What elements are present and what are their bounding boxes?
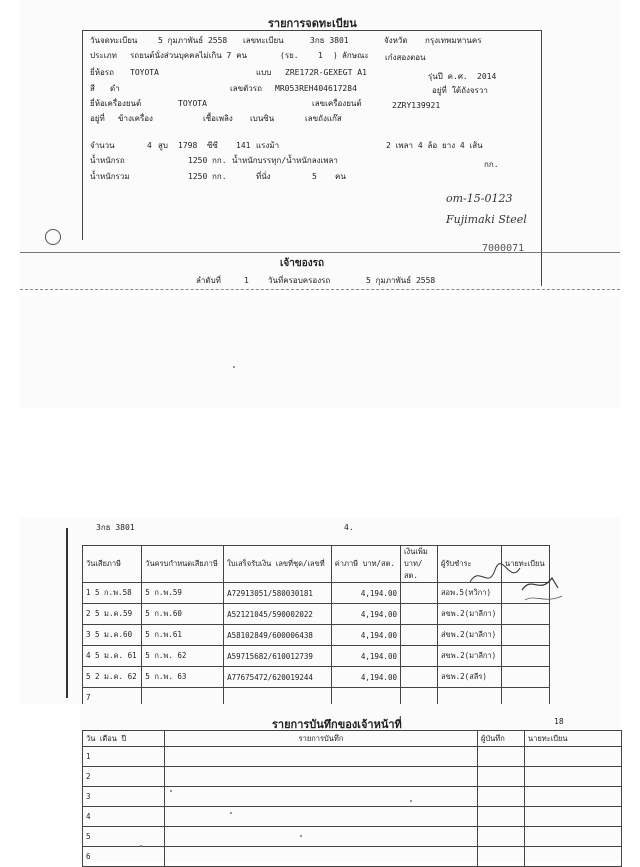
collector: ลขพ.2(สลีร)	[437, 667, 501, 688]
due-date: 5 ก.พ. 62	[142, 646, 224, 667]
records-header-registrar: นายทะเบียน	[525, 731, 622, 747]
tax-header-paid: วันเสียภาษี	[83, 546, 142, 583]
color: ดำ	[110, 84, 120, 93]
row-number: 2	[83, 767, 165, 787]
records-title: รายการบันทึกของเจ้าหน้าที่	[272, 718, 402, 731]
cut-off-number: 7000071	[482, 243, 525, 254]
receipt-number: A59715682/610012739	[224, 646, 332, 667]
scan-speck	[170, 790, 172, 792]
records-header-row	[83, 731, 622, 747]
engine-loc-label: อยู่ที่	[90, 114, 105, 123]
row-number: 3	[83, 787, 165, 807]
hole-punch	[45, 229, 61, 245]
due-date: 5 ก.พ.60	[142, 604, 224, 625]
extra-amount	[400, 625, 437, 646]
weight-label: น้ำหนักรถ	[90, 156, 125, 165]
rs-close: )	[333, 51, 338, 60]
extra-amount	[400, 604, 437, 625]
paid-date: 5 ม.ค.60	[95, 630, 133, 639]
scan-speck	[410, 800, 412, 802]
table-row	[83, 625, 550, 646]
plate-label: เลขทะเบียน	[243, 36, 284, 45]
extra-amount	[400, 646, 437, 667]
tax-margin-line	[66, 528, 68, 698]
chassis-label: เลขตัวรถ	[230, 84, 262, 93]
cylinders-label: จำนวน	[90, 141, 115, 150]
row-number: 1	[86, 588, 91, 597]
registrar-signature	[502, 646, 550, 667]
vehicle-type: รถยนต์นั่งส่วนบุคคลไม่เกิน 7 คน	[130, 51, 248, 60]
table-row	[83, 667, 550, 688]
body-style: เก๋งสองตอน	[385, 53, 426, 62]
row-number: 6	[83, 847, 165, 867]
rs-label: (รย.	[280, 51, 299, 60]
receipt-number: A77675472/620019244	[224, 667, 332, 688]
registrar-signature	[502, 625, 550, 646]
fuel-label: เชื้อเพลิง	[203, 114, 233, 123]
tax-amount: 4,194.00	[331, 646, 400, 667]
engine-brand-label: ยี่ห้อเครื่องยนต์	[90, 99, 142, 108]
cylinders-unit: สูบ	[158, 141, 168, 150]
table-row	[83, 807, 622, 827]
seats: 5	[312, 172, 317, 181]
tax-amount: 4,194.00	[331, 625, 400, 646]
collector: สขพ.2(มาลีกา)	[437, 646, 501, 667]
province-label: จังหวัด	[384, 36, 408, 45]
tax-page-number: 4.	[344, 523, 354, 532]
due-date: 5 ก.พ.61	[142, 625, 224, 646]
axle-tire-info: 2 เพลา 4 ล้อ ยาง 4 เส้น	[386, 141, 483, 150]
model-label: แบบ	[256, 68, 272, 77]
handwritten-name: Fujimaki Steel	[446, 213, 527, 226]
body-label: ลักษณะ	[342, 51, 369, 60]
records-header-entry: รายการบันทึก	[165, 731, 478, 747]
chassis-number: MR053REH404617284	[275, 84, 357, 93]
plate-number: 3กธ 3801	[310, 36, 349, 45]
gas-tank-label: เลขถังแก๊ส	[305, 114, 342, 123]
location: ใต้ถังจรวา	[452, 86, 488, 95]
table-row	[83, 747, 622, 767]
brand: TOYOTA	[130, 68, 159, 77]
paid-date: 5 ม.ค. 61	[95, 651, 137, 660]
cylinders: 4	[147, 141, 152, 150]
table-row	[83, 646, 550, 667]
signature-stroke	[470, 564, 520, 582]
engine-location: ข้างเครื่อง	[118, 114, 153, 123]
registration-frame-top	[82, 30, 542, 31]
possession-label: วันที่ครอบครองรถ	[268, 276, 331, 285]
table-row	[83, 827, 622, 847]
reg-date-label: วันจดทะเบียน	[90, 36, 138, 45]
load-label: น้ำหนักบรรทุก/น้ำหนักลงเพลา	[232, 156, 338, 165]
registrar-signature	[502, 667, 550, 688]
extra-amount	[400, 667, 437, 688]
brand-label: ยี่ห้อรถ	[90, 68, 114, 77]
engine-number: 2ZRY139921	[392, 101, 441, 110]
table-row	[83, 767, 622, 787]
collector: ส่ขพ.2(มาลีกา)	[437, 625, 501, 646]
scan-speck	[230, 812, 232, 814]
tax-amount: 4,194.00	[331, 667, 400, 688]
tax-amount: 4,194.00	[331, 583, 400, 604]
blank-scan-area	[20, 296, 620, 408]
registration-frame-left	[82, 30, 83, 240]
owner-order-label: ลำดับที่	[196, 276, 221, 285]
row-number: 7	[83, 688, 142, 708]
tax-plate: 3กธ 3801	[96, 523, 135, 532]
collector: สอพ.5(ทวิกา)	[437, 583, 501, 604]
province: กรุงเทพมหานคร	[425, 36, 482, 45]
color-label: สี	[90, 84, 95, 93]
table-row	[83, 787, 622, 807]
signature-stroke	[525, 596, 562, 600]
tax-header-collector: ผู้รับชำระ	[437, 546, 501, 583]
paid-date: 2 ม.ค. 62	[95, 672, 137, 681]
location-label: อยู่ที่	[432, 86, 447, 95]
paid-date: 5 ก.พ.58	[95, 588, 132, 597]
seats-unit: คน	[335, 172, 346, 181]
paid-date: 5 ม.ค.59	[95, 609, 133, 618]
due-date: 5 ก.พ.59	[142, 583, 224, 604]
row-number: 1	[83, 747, 165, 767]
receipt-number: A58102849/600006438	[224, 625, 332, 646]
tax-header-due: วันครบกำหนดเสียภาษี	[142, 546, 224, 583]
tax-amount: 4,194.00	[331, 604, 400, 625]
gross-weight-label: น้ำหนักรวม	[90, 172, 130, 181]
scan-speck	[233, 366, 235, 368]
receipt-number: A72913051/580030181	[224, 583, 332, 604]
collector: ลขพ.2(มาลีกา)	[437, 604, 501, 625]
engine-brand: TOYOTA	[178, 99, 207, 108]
possession-date: 5 กุมภาพันธ์ 2558	[366, 276, 436, 285]
gross-weight: 1250	[188, 172, 208, 181]
reg-date: 5 กุมภาพันธ์ 2558	[158, 36, 228, 45]
type-label: ประเภท	[90, 51, 117, 60]
scan-speck	[300, 835, 302, 837]
signature-scribbles	[440, 560, 570, 620]
records-header-date: วัน เดือน ปี	[83, 731, 165, 747]
rs-value: 1	[318, 51, 323, 60]
scan-speck	[140, 845, 142, 847]
model-year-label: รุ่นปี ค.ศ.	[428, 72, 468, 81]
horsepower: 141	[236, 141, 251, 150]
tax-header-receipt: ใบเสร็จรับเงิน เลขที่ชุด/เลขที่	[224, 546, 332, 583]
extra-amount	[400, 583, 437, 604]
fuel: เบนซิน	[250, 114, 275, 123]
records-header-recorder: ผู้บันทึก	[478, 731, 525, 747]
row-number: 5	[86, 672, 91, 681]
weight-unit: กก.	[212, 156, 227, 165]
gross-weight-unit: กก.	[212, 172, 227, 181]
tax-header-extra: เงินเพิ่ม บาท/สต.	[400, 546, 437, 583]
row-number: 2	[86, 609, 91, 618]
records-page-number: 18	[554, 717, 564, 726]
model-year: 2014	[477, 72, 497, 81]
tax-header-amount: ค่าภาษี บาท/สต.	[331, 546, 400, 583]
owner-title: เจ้าของรถ	[280, 258, 325, 269]
weight: 1250	[188, 156, 208, 165]
owner-bottom-line	[20, 289, 620, 290]
table-row	[83, 847, 622, 867]
seats-label: ที่นั่ง	[256, 172, 271, 181]
row-number: 3	[86, 630, 91, 639]
row-number: 4	[86, 651, 91, 660]
due-date: 5 ก.พ. 63	[142, 667, 224, 688]
signature-stroke	[522, 578, 558, 590]
engine-no-label: เลขเครื่องยนต์	[312, 99, 362, 108]
receipt-number: A52121045/590002022	[224, 604, 332, 625]
registration-frame-right	[541, 30, 542, 286]
load-unit: กก.	[484, 160, 499, 169]
owner-top-line	[20, 252, 620, 253]
row-number: 4	[83, 807, 165, 827]
owner-order: 1	[244, 276, 249, 285]
engine-cc: 1798	[178, 141, 198, 150]
cc-unit: ซีซี	[207, 141, 218, 150]
records-table	[82, 730, 622, 867]
registration-title: รายการจดทะเบียน	[268, 17, 357, 30]
handwritten-code: om-15-0123	[446, 192, 513, 205]
model: ZRE172R-GEXEGT A1	[285, 68, 367, 77]
tax-header-registrar: นายทะเบียน	[502, 546, 550, 583]
hp-unit: แรงม้า	[256, 141, 280, 150]
row-number: 5	[83, 827, 165, 847]
